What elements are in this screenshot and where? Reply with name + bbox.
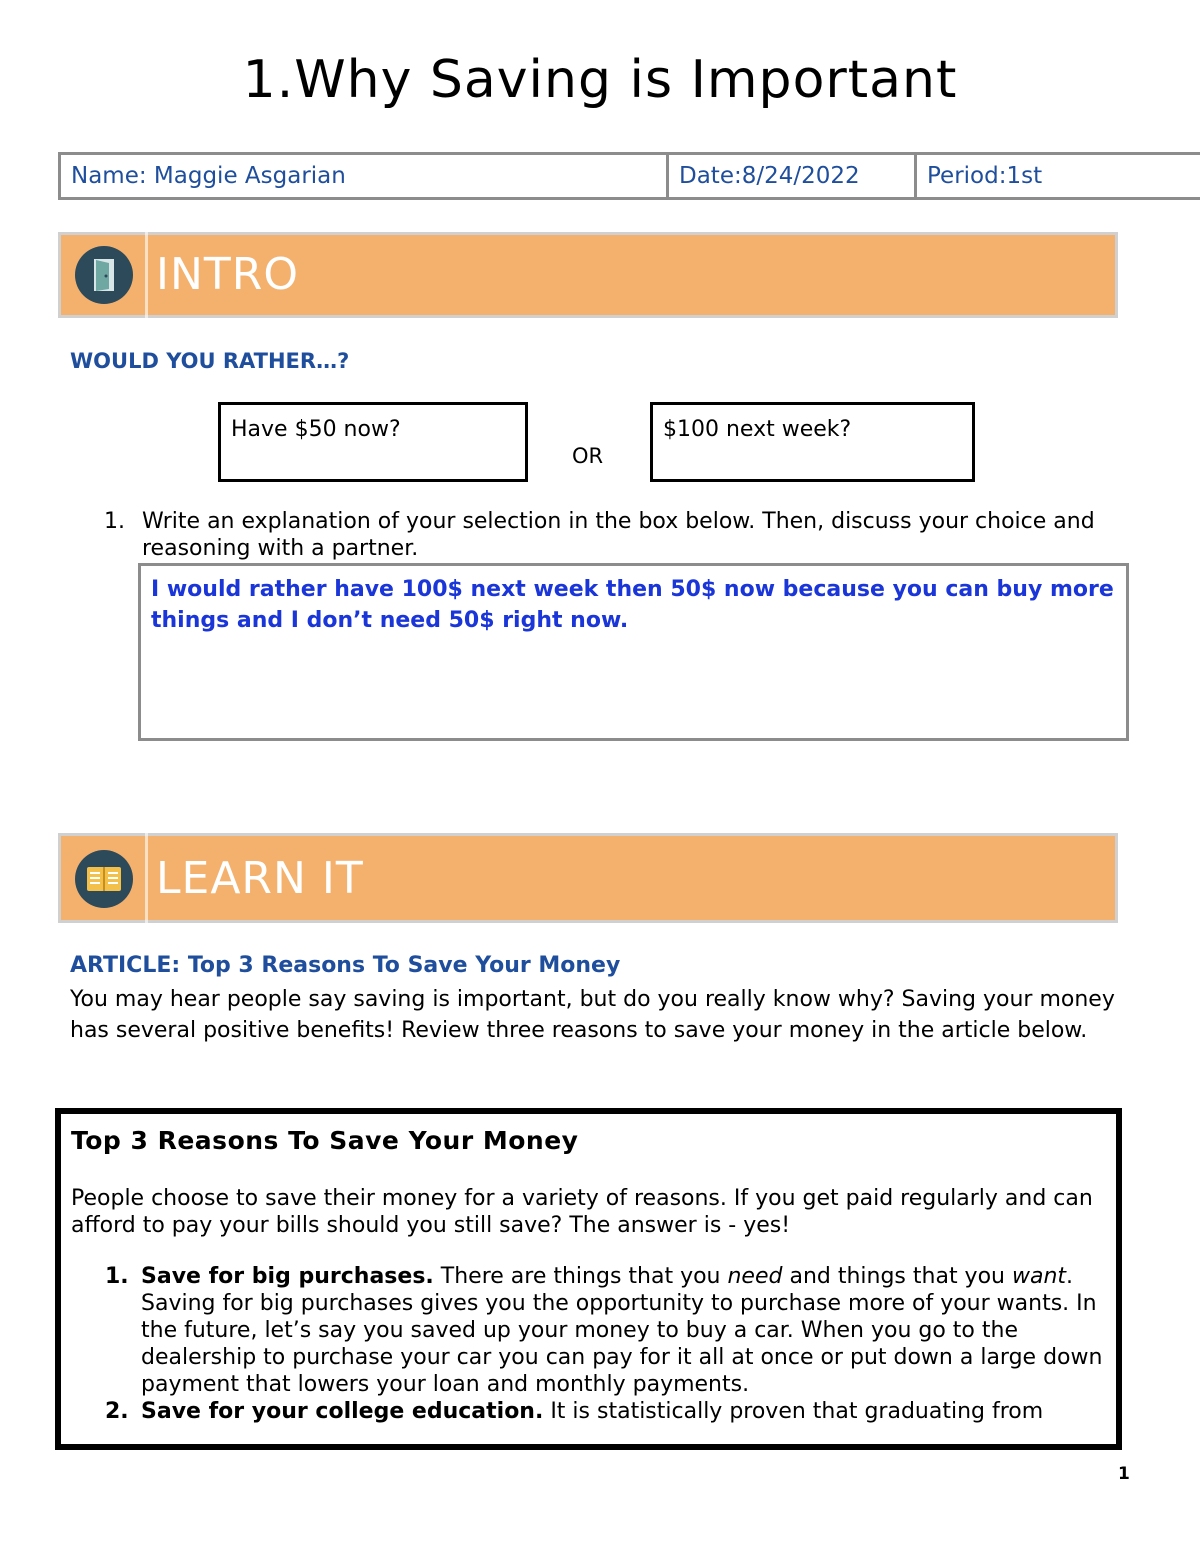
book-icon (75, 850, 133, 908)
page-number: 1 (1118, 1464, 1130, 1484)
list-item: 2. Save for your college education. It is statistically proven that graduating from (105, 1399, 1044, 1424)
door-icon (75, 246, 133, 304)
page-title: 1.Why Saving is Important (242, 50, 958, 110)
reasons-list (71, 1263, 1106, 1425)
would-you-rather-heading: WOULD YOU RATHER…? (70, 349, 350, 373)
or-label: OR (572, 444, 604, 468)
student-info-table (58, 152, 1200, 200)
answer-textbox[interactable]: I would rather have 100$ next week then 50$ now because you can buy more things and I don’t need 50$ right now. (138, 563, 1129, 741)
name-field[interactable]: Name: Maggie Asgarian (61, 155, 669, 197)
article-intro-text: You may hear people say saving is important, but do you really know why? Saving your money has several positive benefits! Review three reasons to save your money in the article below. (70, 987, 1115, 1043)
learn-it-banner (58, 833, 1118, 923)
option-a-box[interactable]: Have $50 now? (218, 402, 528, 482)
intro-title: INTRO (156, 249, 299, 300)
list-item: 1. Save for big purchases. There are things that you need and things that you want. Saving for big purchases gives you the opportunity to purchase more of your wants. In the future, let’s say you saved up your money to buy a car. When you go to the dealership to purchase your car you can pay for it all at once or put down a large down payment that lowers your loan and monthly payments. (105, 1264, 1103, 1397)
intro-banner (58, 232, 1118, 318)
option-b-box[interactable]: $100 next week? (650, 402, 975, 482)
article-heading: ARTICLE: Top 3 Reasons To Save Your Money (70, 953, 621, 978)
date-field[interactable]: Date:8/24/2022 (669, 155, 917, 197)
period-field[interactable]: Period:1st (927, 163, 1043, 189)
task-instructions: Write an explanation of your selection in the box below. Then, discuss your choice and reasoning with a partner. (142, 509, 1095, 561)
article-paragraph: People choose to save their money for a variety of reasons. If you get paid regularly and can afford to pay your bills should you still save? The answer is - yes! (71, 1186, 1093, 1238)
article-title: Top 3 Reasons To Save Your Money (71, 1126, 579, 1155)
learn-it-title: LEARN IT (156, 853, 364, 904)
task-number: 1. (104, 509, 125, 534)
article-box (55, 1108, 1122, 1450)
